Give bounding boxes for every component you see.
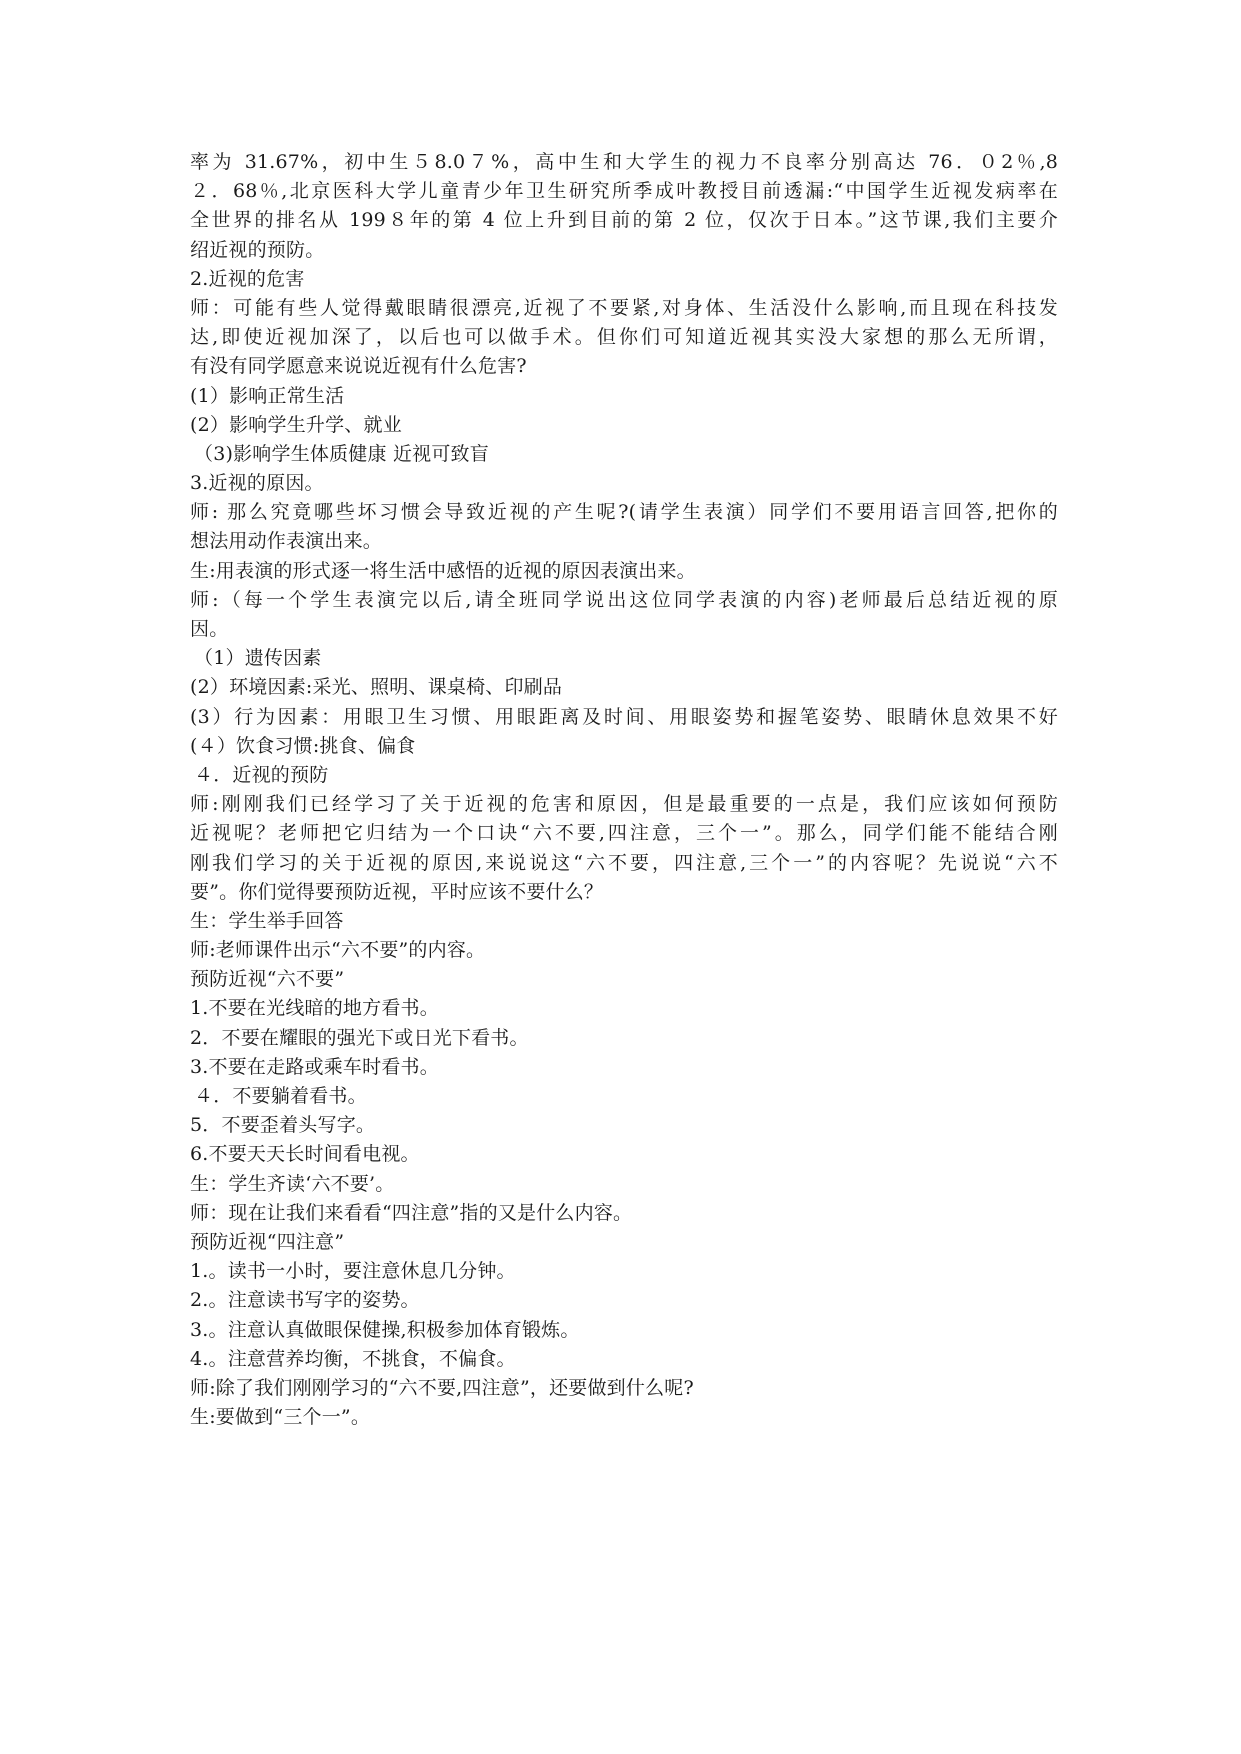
list-item: （1）遗传因素 [194,647,322,670]
list-item: 2.。注意读书写字的姿势。 [190,1289,420,1312]
list-item: ４．不要躺着看书。 [194,1085,367,1107]
list-item: 5．不要歪着头写字。 [190,1114,376,1137]
text-line: 生:用表演的形式逐一将生活中感悟的近视的原因表演出来。 [190,559,696,582]
text-line: 近视呢？老师把它归结为一个口诀“六不要,四注意，三个一”。那么，同学们能不能结合刚 [190,822,1058,845]
text-line: 生:要做到“三个一”。 [190,1406,371,1429]
list-item: 1.不要在光线暗的地方看书。 [190,997,439,1020]
text-line: 生：学生齐读‘六不要’。 [190,1172,395,1195]
list-item: (1）影响正常生活 [190,384,345,407]
list-item: 3.不要在走路或乘车时看书。 [190,1055,439,1078]
subsection-title: 预防近视“六不要” [190,968,345,991]
list-item: 2．不要在耀眼的强光下或日光下看书。 [190,1026,529,1049]
text-line: 师：现在让我们来看看“四注意”指的又是什么内容。 [190,1201,633,1224]
document-page [190,148,1058,1432]
subsection-title: 预防近视“四注意” [190,1230,345,1253]
text-line: 有没有同学愿意来说说近视有什么危害? [190,355,527,378]
text-line: 师:（每一个学生表演完以后,请全班同学说出这位同学表演的内容)老师最后总结近视的原 [190,588,1058,611]
list-item: (４）饮食习惯:挑食、偏食 [190,734,416,757]
list-item: （3)影响学生体质健康 近视可致盲 [194,442,489,465]
list-item: (2）环境因素:采光、照明、课桌椅、印刷品 [190,676,563,699]
text-line: ２．68％,北京医科大学儿童青少年卫生研究所季成叶教授目前透漏:“中国学生近视发病率在 [190,180,1058,203]
section-heading: 2.近视的危害 [190,267,305,290]
text-line: 师:刚刚我们已经学习了关于近视的危害和原因，但是最重要的一点是，我们应该如何预防 [190,793,1058,816]
text-line: 师: 那么究竟哪些坏习惯会导致近视的产生呢?(请学生表演）同学们不要用语言回答,把你的 [190,501,1058,524]
text-line: 师:除了我们刚刚学习的“六不要,四注意”，还要做到什么呢? [190,1376,694,1399]
text-line: 因。 [190,618,229,640]
text-line: 师:老师课件出示“六不要”的内容。 [190,939,486,962]
list-item: 6.不要天天长时间看电视。 [190,1143,420,1166]
text-line: 要”。你们觉得要预防近视，平时应该不要什么？ [190,880,604,903]
list-item: 3.。注意认真做眼保健操,积极参加体育锻炼。 [190,1318,580,1341]
list-item: 4.。注意营养均衡，不挑食，不偏食。 [190,1347,516,1370]
text-line: 想法用动作表演出来。 [190,530,383,553]
text-line: 绍近视的预防。 [190,238,325,261]
text-line: 刚我们学习的关于近视的原因,来说说这“六不要，四注意,三个一”的内容呢？先说说“六不 [190,851,1058,874]
list-item: (2）影响学生升学、就业 [190,413,402,436]
text-line: 达,即使近视加深了，以后也可以做手术。但你们可知道近视其实没大家想的那么无所谓， [190,326,1058,349]
section-heading: ４．近视的预防 [194,763,329,786]
section-heading: 3.近视的原因。 [190,472,324,495]
text-line: 生：学生举手回答 [190,909,344,932]
list-item: 1.。读书一小时，要注意休息几分钟。 [190,1260,516,1283]
text-line: 率为 31.67%，初中生５8.0７%，高中生和大学生的视力不良率分别高达 76．０2％,8 [190,151,1058,173]
text-line: 师：可能有些人觉得戴眼睛很漂亮,近视了不要紧,对身体、生活没什么影响,而且现在科技发 [190,296,1058,319]
list-item: (3）行为因素：用眼卫生习惯、用眼距离及时间、用眼姿势和握笔姿势、眼睛休息效果不好 [190,705,1058,728]
text-line: 全世界的排名从 199８年的第 4 位上升到目前的第 2 位，仅次于日本。”这节课,我们主要介 [190,209,1058,232]
